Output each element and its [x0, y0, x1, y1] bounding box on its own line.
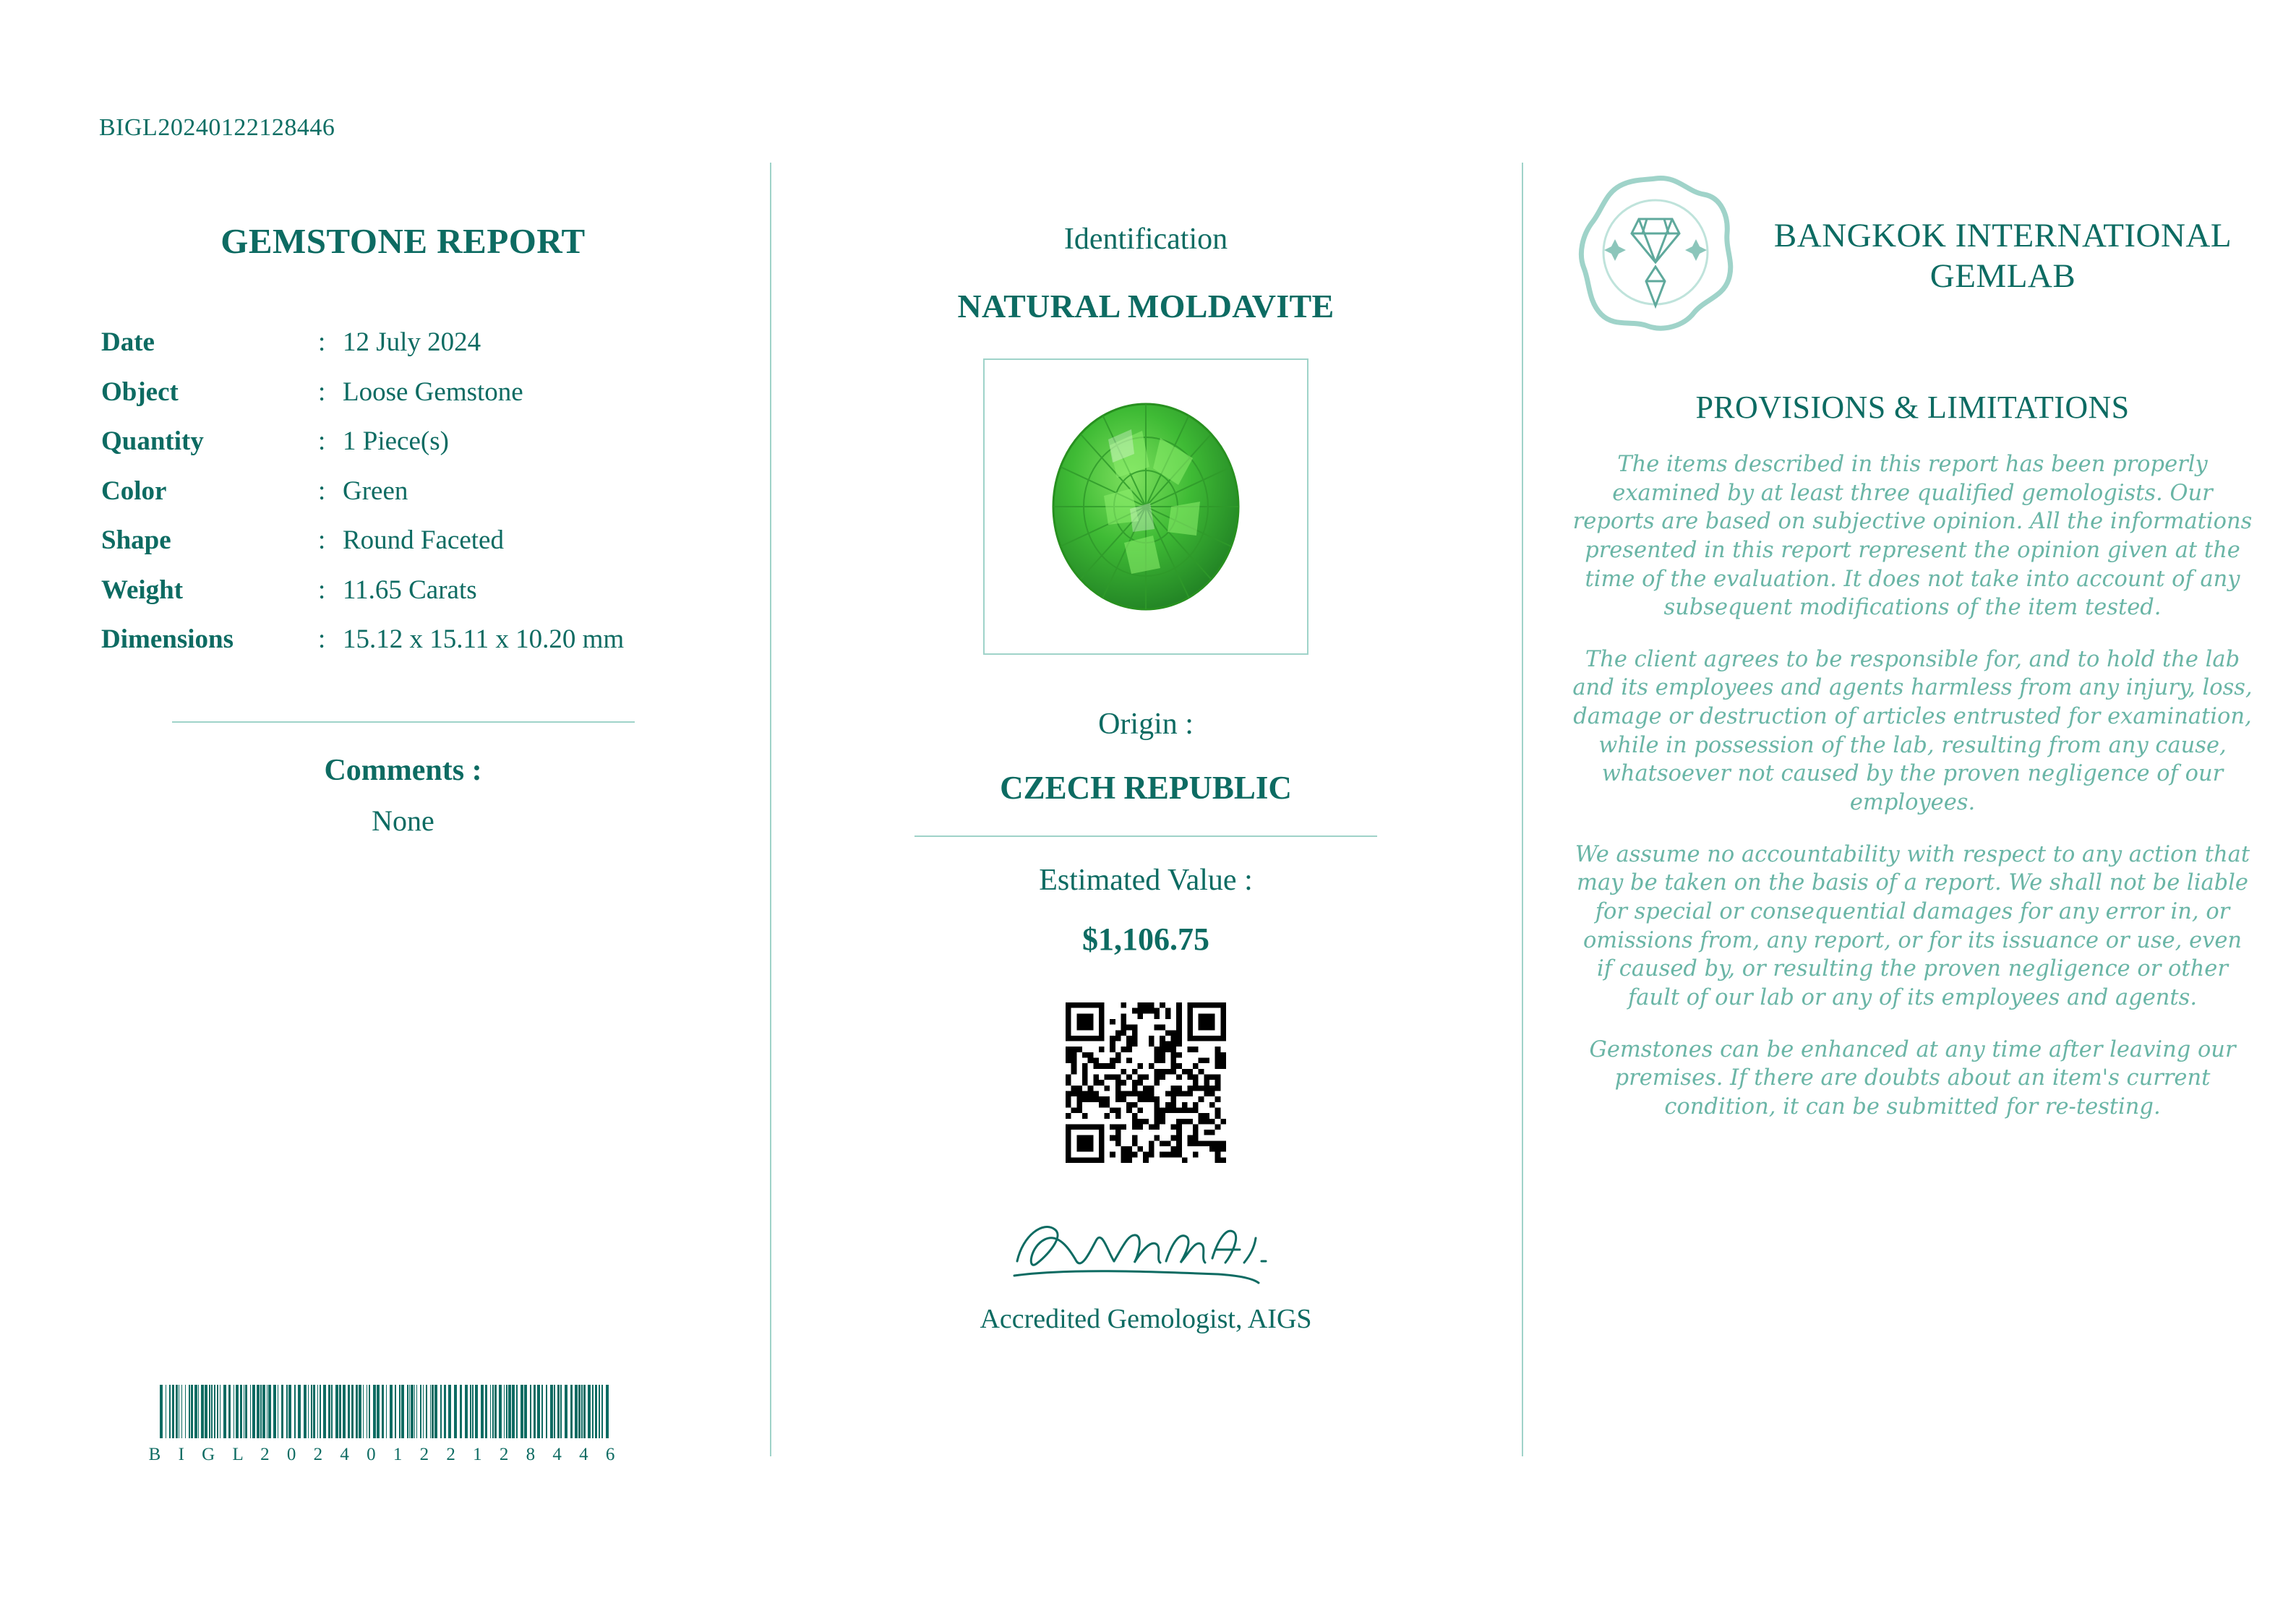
barcode-gap: [609, 1385, 611, 1438]
spec-colon: :: [318, 426, 326, 457]
gemologist-signature: [1001, 1205, 1290, 1299]
estimated-value-label: Estimated Value :: [1039, 864, 1253, 897]
signature-caption: Accredited Gemologist, AIGS: [980, 1304, 1312, 1334]
spec-value: Round Faceted: [343, 525, 504, 556]
spec-row: [101, 615, 705, 665]
spec-label: Shape: [101, 525, 171, 556]
gemstone-image: [1023, 387, 1269, 626]
spec-value: Loose Gemstone: [343, 377, 523, 407]
spec-label: Quantity: [101, 426, 204, 457]
gemstone-image-frame: [983, 358, 1308, 655]
spec-colon: :: [318, 327, 326, 357]
spec-label: Weight: [101, 575, 184, 605]
value-divider: [914, 835, 1377, 837]
spec-row: [101, 318, 705, 368]
comments-label: Comments :: [324, 753, 482, 787]
spec-colon: :: [318, 476, 326, 506]
spec-label: Date: [101, 327, 155, 357]
provision-paragraph: The items described in this report has been properly examined by at least three qualified gemologists. Our reports are based on subjective opinion. All the informations presented in this report represent the opinion given at the time of the evaluation. It does not take into account of any subsequent modifications of the item tested.: [1572, 452, 2253, 621]
provisions-title: PROVISIONS & LIMITATIONS: [1695, 390, 2130, 425]
spec-value: 12 July 2024: [343, 327, 481, 357]
spec-row: [101, 516, 705, 566]
provision-paragraph: The client agrees to be responsible for, and to hold the lab and its employees and agents harmless from any injury, loss, damage or destruction of articles entrusted for examination, while in possession of the lab, resulting from any cause, whatsoever not caused by the proven negligence of our employees.: [1572, 646, 2253, 816]
spec-colon: :: [318, 525, 326, 556]
provisions-body: [1572, 450, 2253, 1121]
identification-value: NATURAL MOLDAVITE: [957, 288, 1335, 325]
spec-colon: :: [318, 575, 326, 605]
spec-label: Color: [101, 476, 167, 506]
lab-seal-icon: [1572, 171, 1739, 338]
spec-value: 1 Piece(s): [343, 426, 449, 457]
left-column: [0, 163, 770, 1485]
identification-label: Identification: [1063, 223, 1228, 256]
report-number: BIGL20240122128446: [99, 114, 335, 141]
comments-value: None: [372, 804, 434, 837]
middle-column: [770, 163, 1522, 1485]
spec-row: [101, 417, 705, 467]
spec-colon: :: [318, 377, 326, 407]
provision-paragraph: Gemstones can be enhanced at any time after leaving our premises. If there are doubts about an item's current condition, it can be submitted for re-testing.: [1589, 1036, 2236, 1120]
spec-value: 15.12 x 15.11 x 10.20 mm: [343, 624, 625, 655]
comments-divider: [172, 721, 635, 723]
barcode-text: B I G L 2 0 2 4 0 1 2 2 1 2 8 4 4 6: [148, 1445, 622, 1464]
lab-name: BANGKOK INTERNATIONAL GEMLAB: [1773, 217, 2232, 295]
certificate-columns: [0, 163, 2296, 1485]
lab-header: [1572, 171, 2253, 341]
spec-label: Dimensions: [101, 624, 234, 655]
estimated-value-amount: $1,106.75: [1082, 921, 1209, 957]
origin-value: CZECH REPUBLIC: [1000, 770, 1292, 806]
spec-row: [101, 467, 705, 517]
report-title: GEMSTONE REPORT: [220, 221, 586, 261]
right-column: [1522, 163, 2296, 1485]
spec-label: Object: [101, 377, 179, 407]
spec-value: 11.65 Carats: [343, 575, 477, 605]
spec-row: [101, 368, 705, 418]
signature-area: [813, 1205, 1478, 1299]
gemstone-spec-table: [101, 318, 705, 665]
provision-paragraph: We assume no accountability with respect to any action that may be taken on the basis of a report. We shall not be liable for special or consequential damages for any error in, or omissions from, any report, or for its issuance or use, even if caused by, or resulting the proven negligence or other fault of our lab or any of its employees and agents.: [1575, 841, 2250, 1010]
lab-seal-logo: [1572, 171, 1739, 341]
qr-code[interactable]: [1066, 1002, 1226, 1163]
barcode: [0, 1385, 770, 1438]
origin-label: Origin :: [1098, 708, 1194, 741]
spec-colon: :: [318, 624, 326, 655]
spec-row: [101, 566, 705, 616]
qr-code-area: [813, 1002, 1478, 1163]
spec-value: Green: [343, 476, 408, 506]
barcode-area: [0, 1385, 770, 1465]
